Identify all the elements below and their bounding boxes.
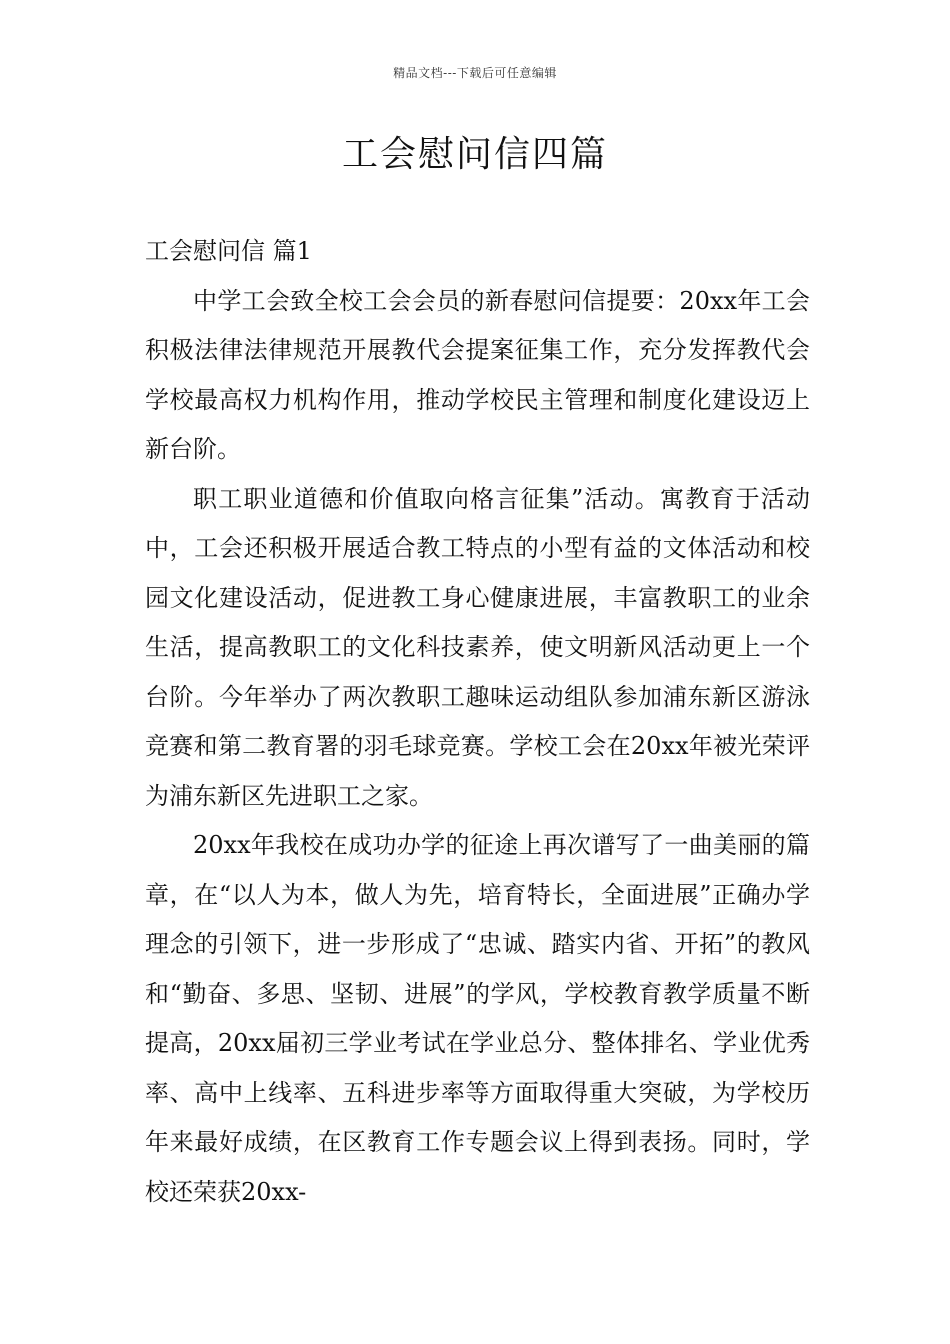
document-title: 工会慰问信四篇 bbox=[341, 134, 608, 175]
paragraph-2: 职工职业道德和价值取向格言征集”活动。寓教育于活动中，工会还积极开展适合教工特点的小型有益的文体活动和校园文化建设活动，促进教工身心健康进展，丰富教职工的业余生活，提高教职工的文化科技素养，使文明新风活动更上一个台阶。今年举办了两次教职工趣味运动组队参加浦东新区游泳竞赛和第二教育署的羽毛球竞赛。学校工会在20xx年被光荣评为浦东新区先进职工之家。 bbox=[145, 484, 810, 810]
document-body bbox=[145, 227, 810, 1217]
paragraph-1: 中学工会致全校工会会员的新春慰问信提要：20xx年工会积极法律法律规范开展教代会提案征集工作，充分发挥教代会学校最高权力机构作用，推动学校民主管理和制度化建设迈上新台阶。 bbox=[145, 286, 810, 463]
section-heading: 工会慰问信 篇1 bbox=[145, 237, 312, 265]
paragraph-3: 20xx年我校在成功办学的征途上再次谱写了一曲美丽的篇章，在“以人为本，做人为先，培育特长，全面进展”正确办学理念的引领下，进一步形成了“忠诚、踏实内省、开拓”的教风和“勤奋、多思、坚韧、进展”的学风，学校教育教学质量不断提高，20xx届初三学业考试在学业总分、整体排名、学业优秀率、高中上线率、五科进步率等方面取得重大突破，为学校历年来最好成绩，在区教育工作专题会议上得到表扬。同时，学校还荣获20xx- bbox=[145, 831, 810, 1206]
header-note: 精品文档---下载后可任意编辑 bbox=[393, 66, 557, 80]
